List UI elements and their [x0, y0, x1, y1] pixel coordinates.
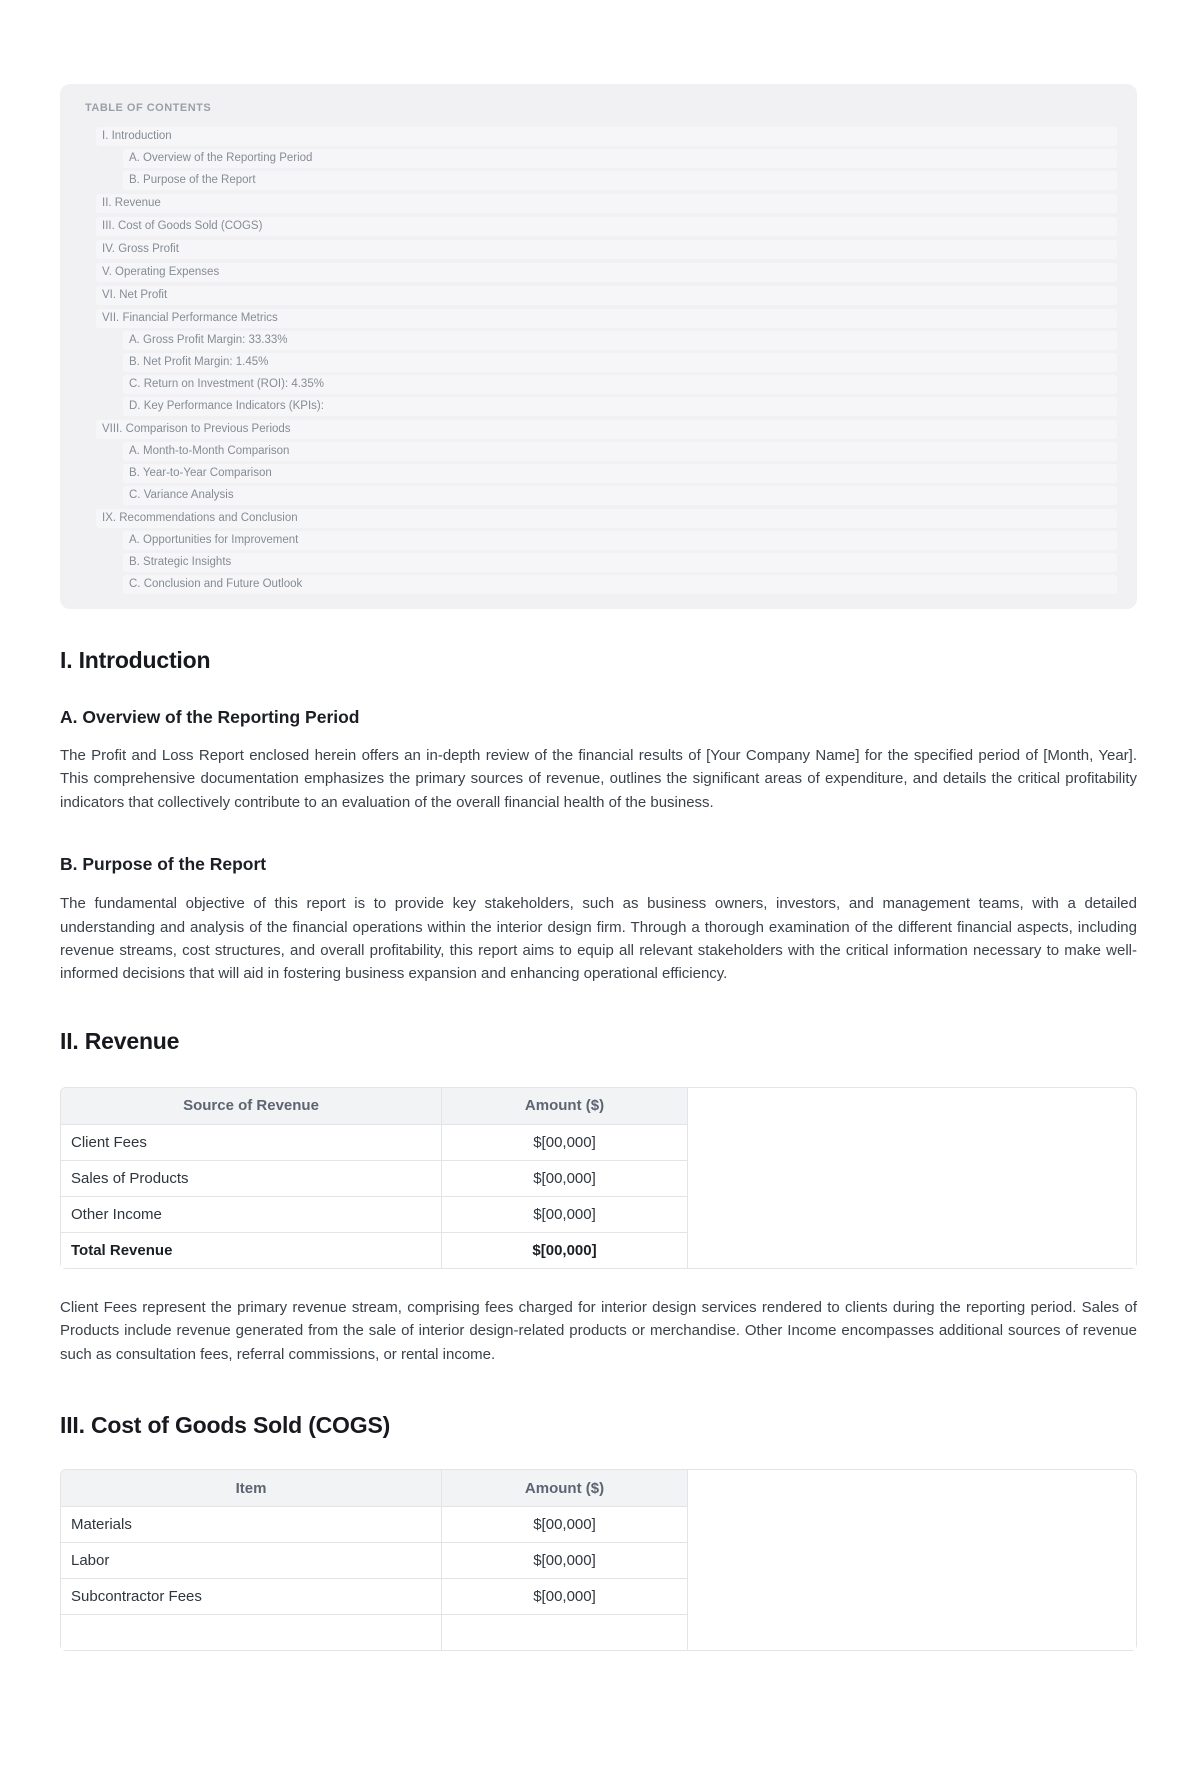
toc-item[interactable]: A. Overview of the Reporting Period — [123, 149, 1117, 168]
heading-revenue: II. Revenue — [60, 1027, 180, 1054]
table-of-contents — [60, 84, 1137, 609]
row-label-cell: Labor — [61, 1543, 442, 1579]
row-empty-cell — [688, 1579, 1136, 1615]
row-amount-cell — [442, 1615, 688, 1650]
toc-item[interactable]: A. Month-to-Month Comparison — [123, 442, 1117, 461]
paragraph-overview: The Profit and Loss Report enclosed herein offers an in-depth review of the financial results of [Your Company Name] for the specified period of [Month, Year]. This comprehensive documentation emphasizes the primary sources of revenue, outlines the significant areas of expenditure, and details the critical profitability indicators that collectively contribute to an evaluation of the overall financial health of the business. — [60, 747, 1137, 811]
toc-item[interactable]: VI. Net Profit — [96, 286, 1117, 305]
row-empty-cell — [688, 1233, 1136, 1268]
toc-item[interactable]: C. Return on Investment (ROI): 4.35% — [123, 375, 1117, 394]
row-empty-cell — [688, 1197, 1136, 1233]
row-label-cell: Client Fees — [61, 1125, 442, 1161]
toc-item[interactable]: A. Opportunities for Improvement — [123, 531, 1117, 550]
heading-purpose-of-report: B. Purpose of the Report — [60, 854, 267, 875]
toc-item[interactable]: B. Strategic Insights — [123, 553, 1117, 572]
row-label-cell: Materials — [61, 1507, 442, 1543]
heading-overview-of-reporting-period: A. Overview of the Reporting Period — [60, 707, 360, 727]
toc-item[interactable]: B. Purpose of the Report — [123, 171, 1117, 190]
table-row — [61, 1543, 1136, 1579]
row-empty-cell — [688, 1125, 1136, 1161]
row-label-cell — [61, 1615, 442, 1650]
toc-item[interactable]: B. Year-to-Year Comparison — [123, 464, 1117, 483]
cogs-table-body — [61, 1507, 1136, 1650]
row-empty-cell — [688, 1507, 1136, 1543]
column-header-empty — [688, 1470, 1136, 1507]
row-empty-cell — [688, 1543, 1136, 1579]
toc-item[interactable]: II. Revenue — [96, 194, 1117, 213]
column-header: Amount ($) — [442, 1088, 688, 1125]
revenue-table — [60, 1087, 1137, 1269]
toc-item[interactable]: I. Introduction — [96, 127, 1117, 146]
table-row — [61, 1615, 1136, 1650]
table-row — [61, 1233, 1136, 1268]
column-header: Amount ($) — [442, 1470, 688, 1507]
table-row — [61, 1507, 1136, 1543]
column-header: Source of Revenue — [61, 1088, 442, 1125]
heading-cogs: III. Cost of Goods Sold (COGS) — [60, 1412, 391, 1439]
row-label-cell: Total Revenue — [61, 1233, 442, 1268]
toc-item[interactable]: VIII. Comparison to Previous Periods — [96, 420, 1117, 439]
cogs-table-header-row — [61, 1470, 1136, 1507]
table-row — [61, 1197, 1136, 1233]
table-row — [61, 1579, 1136, 1615]
cogs-table — [60, 1469, 1137, 1651]
toc-item[interactable]: IV. Gross Profit — [96, 240, 1117, 259]
toc-item[interactable]: IX. Recommendations and Conclusion — [96, 509, 1117, 528]
row-label-cell: Sales of Products — [61, 1161, 442, 1197]
row-amount-cell: $[00,000] — [442, 1507, 688, 1543]
row-empty-cell — [688, 1615, 1136, 1650]
toc-items — [60, 127, 1117, 594]
row-amount-cell: $[00,000] — [442, 1161, 688, 1197]
toc-item[interactable]: A. Gross Profit Margin: 33.33% — [123, 331, 1117, 350]
toc-item[interactable]: D. Key Performance Indicators (KPIs): — [123, 397, 1117, 416]
column-header: Item — [61, 1470, 442, 1507]
row-amount-cell: $[00,000] — [442, 1125, 688, 1161]
paragraph-revenue: Client Fees represent the primary revenue stream, comprising fees charged for interior design services rendered to clients during the reporting period. Sales of Products include revenue generated from the sale of interior design-related products or merchandise. Other Income encompasses additional sources of revenue such as consultation fees, referral commissions, or rental income. — [60, 1298, 1137, 1363]
row-amount-cell: $[00,000] — [442, 1233, 688, 1268]
table-row — [61, 1125, 1136, 1161]
paragraph-purpose: The fundamental objective of this report is to provide key stakeholders, such as business owners, investors, and management teams, with a detailed understanding and analysis of the financial operations within the interior design firm. Through a thorough examination of the different financial aspects, including revenue streams, cost structures, and overall profitability, this report aims to equip all relevant stakeholders with the critical information necessary to make well-informed decisions that will aid in fostering business expansion and enhancing operational efficiency. — [60, 895, 1137, 983]
toc-item[interactable]: B. Net Profit Margin: 1.45% — [123, 353, 1117, 372]
heading-introduction: I. Introduction — [60, 647, 211, 673]
toc-title: TABLE OF CONTENTS — [85, 102, 212, 114]
row-amount-cell: $[00,000] — [442, 1197, 688, 1233]
toc-item[interactable]: V. Operating Expenses — [96, 263, 1117, 282]
row-label-cell: Other Income — [61, 1197, 442, 1233]
row-amount-cell: $[00,000] — [442, 1579, 688, 1615]
toc-item[interactable]: VII. Financial Performance Metrics — [96, 309, 1117, 328]
column-header-empty — [688, 1088, 1136, 1125]
document-page — [0, 84, 1200, 1651]
revenue-table-header-row — [61, 1088, 1136, 1125]
row-empty-cell — [688, 1161, 1136, 1197]
table-row — [61, 1161, 1136, 1197]
toc-item[interactable]: C. Conclusion and Future Outlook — [123, 575, 1117, 594]
row-amount-cell: $[00,000] — [442, 1543, 688, 1579]
toc-item[interactable]: C. Variance Analysis — [123, 486, 1117, 505]
row-label-cell: Subcontractor Fees — [61, 1579, 442, 1615]
toc-item[interactable]: III. Cost of Goods Sold (COGS) — [96, 217, 1117, 236]
revenue-table-body — [61, 1125, 1136, 1268]
